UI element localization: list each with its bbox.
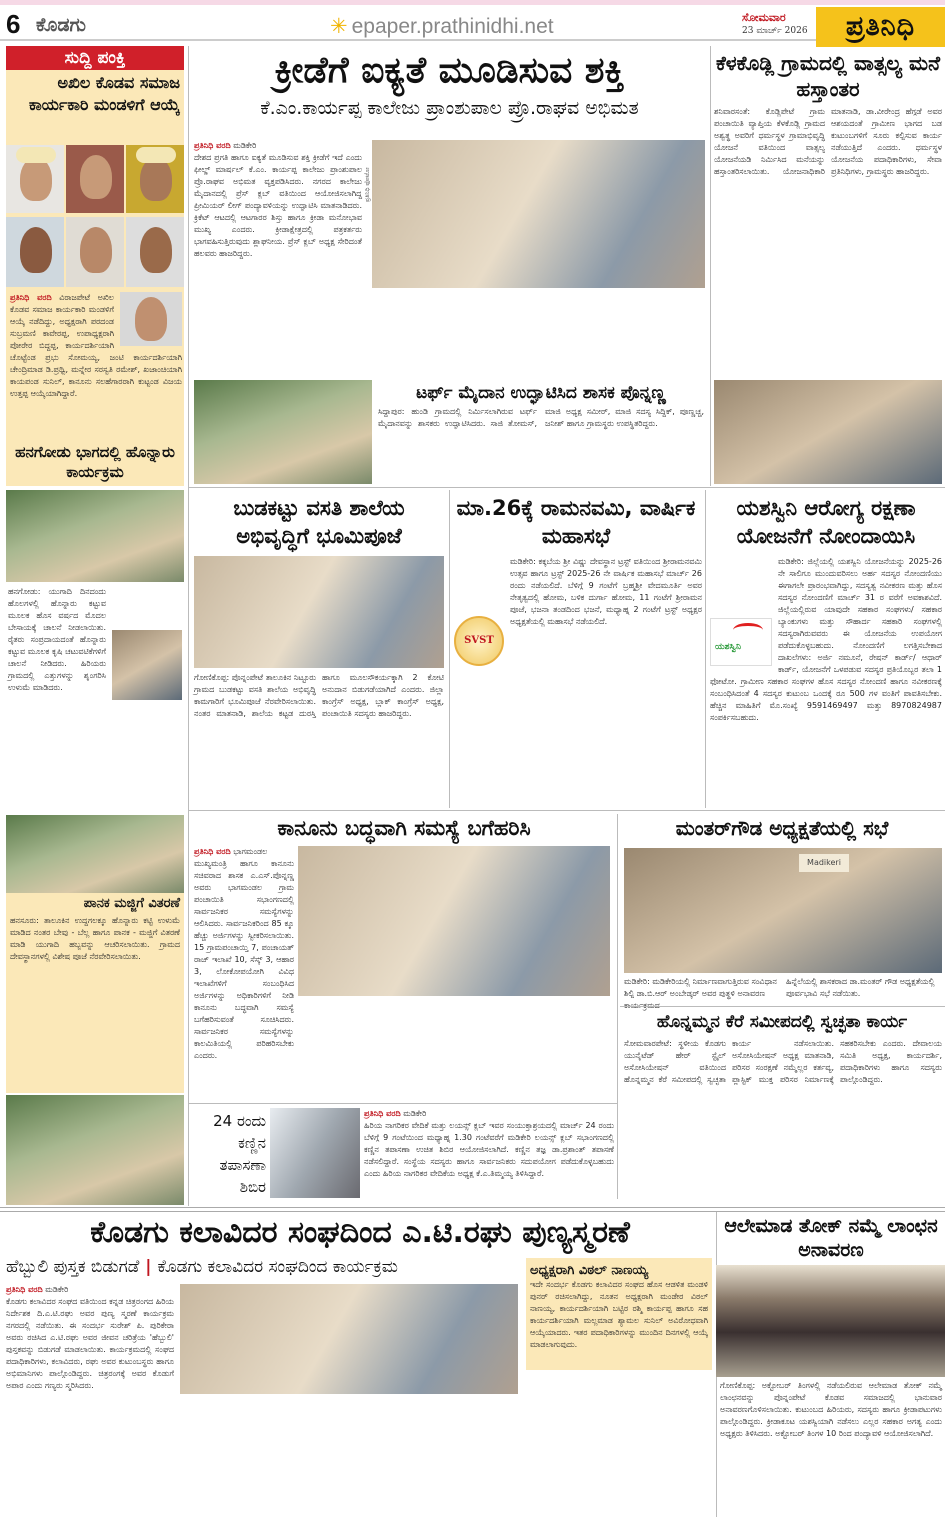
box-title: ಅಧ್ಯಕ್ಷರಾಗಿ ವಿಠಲ್ ನಾಣಯ್ಯ — [530, 1263, 649, 1278]
story-body: ಹನಸೂರು: ತಾಲೂಕಿನ ಉದ್ದಗಲಕ್ಕೂ ಹೊನ್ನಾರು ಕಟ್ಟಿ ಉಳುಮೆ ಮಾಡಿದ ನಂತರ ಬೇವು - ಬೆಲ್ಲ ಹಾಗೂ ಪಾನಕ - ಮಜ್ಜಿಗೆ ವಿತರಣೆ ಮಾಡಿ ಯುಗಾದಿ ಹಬ್ಬವನ್ನು ಆಚರಿಸಲಾಯಿತು. ಗ್ರಾಮದ ದೇವಸ್ಥಾನಗಳಲ್ಲಿ ವಿಶೇಷ ಪೂಜೆ ನೆರವೇರಿಸಲಾಯಿತು. — [10, 916, 180, 961]
day-label: ಸೋಮವಾರ — [742, 11, 786, 24]
news-photo-bhoomipooje — [194, 556, 444, 668]
lead-story-body — [194, 140, 362, 378]
separator: | — [145, 1257, 152, 1277]
row-divider — [620, 1006, 945, 1007]
portrait-photo — [6, 145, 64, 213]
news-photo-eye-exam — [270, 1108, 360, 1198]
byline: ಪ್ರತಿನಿಧಿ ವರದಿ — [364, 1109, 401, 1118]
story-headline: ಆಲೇಮಾಡ ತೋಕ್ ನಮ್ಮೆ ಲಾಂಛನ ಅನಾವರಣ — [724, 1215, 938, 1261]
news-photo-bulls — [6, 1095, 184, 1205]
byline: ಪ್ರತಿನಿಧಿ ವರದಿ — [194, 141, 231, 150]
news-photo-turf — [194, 380, 372, 484]
dateline: ವಿರಾಜಪೇಟೆ — [59, 293, 91, 302]
masthead — [0, 5, 945, 41]
story-subheadline — [6, 1255, 522, 1279]
story-body — [10, 292, 182, 440]
story-body: ಮಡಿಕೇರಿ: ಕಕ್ಕಬೆಯ ಶ್ರೀ ವಿಷ್ಣು ದೇವಸ್ಥಾನ ಟ್ರಸ್ಟ್ ವತಿಯಿಂದ ಶ್ರೀರಾಮನವಮಿ ಉತ್ಸವ ಹಾಗೂ ಟ್ರಸ್ಟ್ 2025-26 ನೇ ವಾರ್ಷಿಕ ಮಹಾಸಭೆ ಮಾರ್ಚ್ 26 ರಂದು ನಡೆಯಲಿದೆ. ಬೆಳಿಗ್ಗೆ 9 ಗಂಟೆಗೆ ಬ್ರಹ್ಮಶ್ರೀ ವೇದಮೂರ್ತಿ ಅವರ ನೇತೃತ್ವದಲ್ಲಿ ಹೋಮ, ಬಳಿಕ ದುರ್ಗಾ ಹೋಮ, 11 ಗಂಟೆಗೆ ಶ್ರೀರಾಮನ ಪೂಜೆ, ಭಜನಾ ತಂಡದಿಂದ ಭಜನೆ, ಮಧ್ಯಾಹ್ನ 2 ಗಂಟೆಗೆ ಟ್ರಸ್ಟ್ ಅಧ್ಯಕ್ಷರ ಅಧ್ಯಕ್ಷತೆಯಲ್ಲಿ ಮಹಾಸಭೆ ನಡೆಯಲಿದೆ. — [510, 557, 702, 626]
body-text: ದೇಶದ ಪ್ರಗತಿ ಹಾಗೂ ಐಕ್ಯತೆ ಮೂಡಿಸುವ ಶಕ್ತಿ ಕ್ರೀಡೆಗೆ ಇದೆ ಎಂದು ಫೀಲ್ಡ್ ಮಾರ್ಷಲ್ ಕೆ.ಎಂ. ಕಾರ್ಯಪ್ಪ ಕಾಲೇಜು ಪ್ರಾಂಶುಪಾಲ ಪ್ರೊ.ರಾಘವ ಅಭಿಮತ ವ್ಯಕ್ತಪಡಿಸಿದರು. ನಗರದ ಕಾಲೇಜು ಮೈದಾನದಲ್ಲಿ ಪ್ರೆಸ್ ಕ್ಲಬ್ ವತಿಯಿಂದ ಆಯೋಜಿಸಲಾಗಿದ್ದ ಪ್ರೀಮಿಯರ್ ಲೀಗ್ ಪಂದ್ಯಾವಳಿಯನ್ನು ಉದ್ಘಾಟಿಸಿ ಮಾತನಾಡಿದರು. ಕ್ರಿಕೆಟ್ ಆಟದಲ್ಲಿ ಆಟಗಾರರ ಶಿಸ್ತು ಹಾಗೂ ಕ್ರೀಡಾ ಮನೋಭಾವ ಮುಖ್ಯ ಎಂದರು. ಕ್ರೀಡಾಕ್ಷೇತ್ರದಲ್ಲಿ ಪತ್ರಕರ್ತರು ಭಾಗವಹಿಸುತ್ತಿರುವುದು ಶ್ಲಾಘನೀಯ. ಪ್ರೆಸ್ ಕ್ಲಬ್ ಅಧ್ಯಕ್ಷ ಸೇರಿದಂತೆ ಹಲವರು ಹಾಜರಿದ್ದರು. — [194, 153, 362, 258]
svst-logo: SVST — [454, 616, 504, 666]
turf-headline: ಟರ್ಫ್ ಮೈದಾನ ಉದ್ಘಾಟಿಸಿದ ಶಾಸಕ ಪೊನ್ನಣ್ಣ — [416, 383, 666, 403]
story-body: ಹನಗೋಡು: ಯುಗಾದಿ ದಿನದಂದು ಹೊಲಗಳಲ್ಲಿ ಹೊನ್ನಾರು ಕಟ್ಟುವ ಮೂಲಕ ಹೊಸ ವರ್ಷದ ಮೊದಲ ಬೇಸಾಯಕ್ಕೆ ಚಾಲನೆ ನೀಡಲಾಯಿತು. ರೈತರು ಸಂಪ್ರದಾಯದಂತೆ ಹೊನ್ನಾರು ಕಟ್ಟುವ ಮೂಲಕ ಕೃಷಿ ಚಟುವಟಿಕೆಗಳಿಗೆ ಚಾಲನೆ ನೀಡಿದರು. ಹಿರಿಯರು ಗ್ರಾಮದಲ್ಲಿ ಎತ್ತುಗಳನ್ನು ಶೃಂಗರಿಸಿ ಉಳುಮೆ ಮಾಡಿದರು. — [8, 587, 106, 692]
column-divider — [188, 46, 189, 1206]
photo-caption: ಹಿನ್ನೆಲೆಯಲ್ಲಿ ಶಾಸಕರಾದ ಡಾ.ಮಂತರ್ ಗೌಡ ಅಧ್ಯಕ್ಷತೆಯಲ್ಲಿ ಪೂರ್ವಭಾವಿ ಸಭೆ ನಡೆಯಿತು. — [786, 977, 935, 998]
logo-text: ಯಶಸ್ವಿನಿ — [715, 642, 741, 652]
portrait-photo — [66, 145, 124, 213]
column-divider — [710, 46, 711, 486]
news-photo-farmer — [112, 630, 182, 700]
story-body-wrap — [454, 556, 702, 806]
story-body: ಗೋಣಿಕೊಪ್ಪ: ಅಕ್ಟೋಬರ್ ತಿಂಗಳಲ್ಲಿ ನಡೆಯಲಿರುವ ಆಲೇಮಾಡ ತೋಕ್ ನಮ್ಮೆ ಲಾಂಛನವನ್ನು ಪೊನ್ನಂಪೇಟೆ ಕೊಡವ ಸಮಾಜದಲ್ಲಿ ಭಾನುವಾರ ಅನಾವರಣಗೊಳಿಸಲಾಯಿತು. ಕುಟುಂಬದ ಹಿರಿಯರು, ಸದಸ್ಯರು ಹಾಗೂ ಕ್ರೀಡಾಪಟುಗಳು ಪಾಲ್ಗೊಂಡಿದ್ದರು. ಕ್ರೀಡಾಕೂಟ ಯಶಸ್ವಿಯಾಗಿ ನಡೆಸಲು ಎಲ್ಲರ ಸಹಕಾರ ಅಗತ್ಯ ಎಂದು ಅಧ್ಯಕ್ಷರು ತಿಳಿಸಿದರು. ಅಕ್ಟೋಬರ್ ತಿಂಗಳ 10 ರಿಂದ ಪಂದ್ಯಾವಳಿ ಆಯೋಜಿಸಲಾಗಿದೆ. — [720, 1381, 942, 1438]
row-divider — [188, 487, 945, 488]
story-body-continued — [180, 1398, 518, 1514]
story-body — [194, 846, 294, 1100]
portrait-photo — [120, 292, 182, 346]
lead-subheadline: ಕೆ.ಎಂ.ಕಾರ್ಯಪ್ಪ ಕಾಲೇಜು ಪ್ರಾಂಶುಪಾಲ ಪ್ರೊ.ರಾಘವ ಅಭಿಮತ — [260, 97, 639, 119]
turf-story-body: ಸಿದ್ದಾಪುರ: ಹುಂಡಿ ಗ್ರಾಮದಲ್ಲಿ ನಿರ್ಮಿಸಲಾಗಿರುವ ಟರ್ಫ್ ಮೈದಾನವನ್ನು ಶಾಸಕರು ಉದ್ಘಾಟಿಸಿದರು. ಸಾಜಿ ತೋಮಸ್, ಮಾಜಿ ಅಧ್ಯಕ್ಷ ಸಮೀರ್, ಮಾಜಿ ಸದಸ್ಯ ಸಿದ್ದಿಕ್, ಪೂಣ್ಣಚ್ಚ, ಜನೀಶ್ ಹಾಗೂ ಗ್ರಾಮಸ್ಥರು ಉಪಸ್ಥಿತರಿದ್ದರು. — [378, 407, 704, 428]
portrait-photo — [66, 217, 124, 287]
column-divider — [449, 490, 450, 808]
story-body-continued — [298, 1000, 610, 1100]
body-text: ಹಿರಿಯ ನಾಗರಿಕರ ವೇದಿಕೆ ಮತ್ತು ಲಯನ್ಸ್ ಕ್ಲಬ್ ಇವರ ಸಂಯುಕ್ತಾಶ್ರಯದಲ್ಲಿ ಮಾರ್ಚ್ 24 ರಂದು ಬೆಳಿಗ್ಗೆ 9 ಗಂಟೆಯಿಂದ ಮಧ್ಯಾಹ್ನ 1.30 ಗಂಟೆವರೆಗೆ ಮಡಿಕೇರಿ ಲಯನ್ಸ್ ಕ್ಲಬ್ ಸಭಾಂಗಣದಲ್ಲಿ ಕಣ್ಣಿನ ತಪಾಸಣಾ ಉಚಿತ ಶಿಬಿರ ಆಯೋಜಿಸಲಾಗಿದೆ. ಕಣ್ಣಿನ ತಜ್ಞ ಡಾ.ಪ್ರಶಾಂತ್ ತಪಾಸಣೆ ನಡೆಸಲಿದ್ದಾರೆ. ಸಂಸ್ಥೆಯ ಸದಸ್ಯರು ಹಾಗೂ ಸಾರ್ವಜನಿಕರು ಸದುಪಯೋಗ ಪಡೆದುಕೊಳ್ಳಬಹುದು ಎಂದು ಹಿರಿಯ ನಾಗರಿಕರ ವೇದಿಕೆಯ ಅಧ್ಯಕ್ಷ ಕೆ.ಎ.ತಿಮ್ಮಯ್ಯ ತಿಳಿಸಿದ್ದಾರೆ. — [364, 1121, 614, 1178]
banner-text: Madikeri — [799, 854, 849, 872]
story-body: ಮಡಿಕೇರಿ: ಜಿಲ್ಲೆಯಲ್ಲಿ ಯಶಸ್ವಿನಿ ಯೋಜನೆಯನ್ನು 2025-26 ನೇ ಸಾಲಿಗೂ ಮುಂದುವರಿಸಲು ಅರ್ಹ ಸದಸ್ಯರ ನೋಂದಣಿಯು ಈಗಾಗಲೇ ಪ್ರಾರಂಭವಾಗಿದ್ದು, ಸದಸ್ಯತ್ವ ನವೀಕರಣ ಮತ್ತು ಹೊಸ ಸದಸ್ಯರ ನೋಂದಣಿಗೆ ಮಾರ್ಚ್ 31 ರ ವರೆಗೆ ಅವಕಾಶವಿದೆ. ಜಿಲ್ಲೆಯಲ್ಲಿರುವ ಯಾವುದೇ ಸಹಕಾರ ಸಂಘಗಳು/ ಸಹಕಾರ ಬ್ಯಾಂಕುಗಳು ಮತ್ತು ಸೌಹಾರ್ದ ಸಹಕಾರಿ ಸಂಘಗಳಲ್ಲಿ ಸದಸ್ಯರಾಗಿರುವವರು ಈ ಯೋಜನೆಯ ಉಪಯೋಗ ಪಡೆದುಕೊಳ್ಳಬಹುದು. ನೋಂದಣಿಗೆ ಲಗತ್ತಿಸಬೇಕಾದ ದಾಖಲೆಗಳು: ಅರ್ಜಿ ನಮೂನೆ, ರೇಷನ್ ಕಾರ್ಡ್/ ಆಧಾರ್ ಕಾರ್ಡ್, ಯೋಜನೆಗೆ ಒಳಪಡುವ ಸದಸ್ಯರ ಪ್ರತಿಯೊಬ್ಬರ ತಲಾ 1 ಫೋಟೋ. ಗ್ರಾಮೀಣ ಸಹಕಾರ ಸಂಘಗಳ ಹೊಸ ಸದಸ್ಯರ ನೋಂದಣಿ ಹಾಗೂ ನವೀಕರಣಕ್ಕೆ ಸಂಬಂಧಿಸಿದಂತೆ 4 ಸದಸ್ಯರ ಕುಟುಂಬ ಒಂದಕ್ಕೆ ರೂ 500 ಗಳ ವಂತಿಗೆ ಪಾವತಿಸಬೇಕು. ಹೆಚ್ಚಿನ ಮಾಹಿತಿಗೆ ಮೊ.ಸಂಖ್ಯೆ 9591469497 ಮತ್ತು 8970824987 ಸಂಪರ್ಕಿಸಬಹುದು. — [710, 557, 942, 722]
story-headline: ಹೊನ್ನಮ್ಮನ ಕೆರೆ ಸಮೀಪದಲ್ಲಿ ಸ್ವಚ್ಛತಾ ಕಾರ್ಯ — [656, 1012, 908, 1032]
date-label: 23 ಮಾರ್ಚ್ 2026 — [742, 26, 808, 36]
column-divider — [617, 814, 618, 1199]
story-headline: ಕಾನೂನು ಬದ್ಧವಾಗಿ ಸಮಸ್ಯೆ ಬಗೆಹರಿಸಿ — [277, 816, 531, 840]
lead-photo-inauguration — [372, 140, 705, 288]
news-photo-meeting — [298, 846, 610, 996]
news-photo-group — [180, 1284, 518, 1394]
story-headline: ಬುಡಕಟ್ಟು ವಸತಿ ಶಾಲೆಯ ಅಭಿವೃದ್ಧಿಗೆ ಭೂಮಿಪೂಜೆ — [233, 496, 405, 548]
lead-headline: ಕ್ರೀಡೆಗೆ ಐಕ್ಯತೆ ಮೂಡಿಸುವ ಶಕ್ತಿ — [274, 50, 625, 91]
yashasvini-logo — [710, 618, 772, 666]
body-text: ಕೊಡಗು ಕಲಾವಿದರ ಸಂಘದ ವತಿಯಿಂದ ಕನ್ನಡ ಚಿತ್ರರಂಗದ ಹಿರಿಯ ನಿರ್ದೇಶಕ ದಿ.ಎ.ಟಿ.ರಘು ಅವರ ಪುಣ್ಯ ಸ್ಮರಣೆ ಕಾರ್ಯಕ್ರಮ ನಗರದಲ್ಲಿ ನಡೆಯಿತು. ಈ ಸಂದರ್ಭ ಸುರೇಶ್ ಪಿ. ಪುರಿಕೇರಾ ಅವರು ರಚಿಸಿದ ಎ.ಟಿ.ರಘು ಅವರ ಜೀವನ ಚರಿತ್ರೆಯ 'ಹೆಬ್ಬುಲಿ' ಪುಸ್ತಕವನ್ನು ಬಿಡುಗಡೆ ಮಾಡಲಾಯಿತು. ಕಾರ್ಯಕ್ರಮದಲ್ಲಿ ಸಂಘದ ಪದಾಧಿಕಾರಿಗಳು, ಕಲಾವಿದರು, ರಘು ಅವರ ಕುಟುಂಬಸ್ಥರು ಹಾಗೂ ಅಭಿಮಾನಿಗಳು ಪಾಲ್ಗೊಂಡಿದ್ದರು. ಚಿತ್ರರಂಗಕ್ಕೆ ಅವರ ಕೊಡುಗೆ ಅಪಾರ ಎಂದು ಗಣ್ಯರು ಸ್ಮರಿಸಿದರು. — [6, 1297, 174, 1390]
photo-caption: ಮಡಿಕೇರಿ: ಮಡಿಕೇರಿಯಲ್ಲಿ ನಿರ್ಮಾಣವಾಗುತ್ತಿರುವ ಸಂವಿಧಾನ ಶಿಲ್ಪಿ ಡಾ.ಬಿ.ಆರ್ ಅಂಬೇಡ್ಕರ್ ಅವರ ಪುತ್ಥಳಿ ಅನಾವರಣ — [624, 977, 777, 998]
story-body-wrap — [8, 586, 182, 811]
story-body: ಶನಿವಾರಸಂತೆ: ಕೊಡ್ಲಿಪೇಟೆ ಗ್ರಾಮ ಪಂಚಾಯಿತಿ ವ್ಯಾಪ್ತಿಯ ಕೆಳಕೊಡ್ಲಿ ಗ್ರಾಮದ ಅಶ್ವತ್ಥ ಅವರಿಗೆ ಧರ್ಮಸ್ಥಳ ಗ್ರಾಮಾಭಿವೃದ್ಧಿ ಯೋಜನೆ ವತಿಯಿಂದ ವಾತ್ಸಲ್ಯ ಯೋಜನೆಯಡಿ ನಿರ್ಮಿಸಿದ ಮನೆಯನ್ನು ಹಸ್ತಾಂತರಿಸಲಾಯಿತು. ಯೋಜನಾಧಿಕಾರಿ ಮಾತನಾಡಿ, ಡಾ.ವೀರೇಂದ್ರ ಹೆಗ್ಗಡೆ ಅವರ ಆಶಯದಂತೆ ಗ್ರಾಮೀಣ ಭಾಗದ ಬಡ ಕುಟುಂಬಗಳಿಗೆ ಸೂರು ಕಲ್ಪಿಸುವ ಕಾರ್ಯ ನಡೆಯುತ್ತಿದೆ ಎಂದರು. ಧರ್ಮಸ್ಥಳ ಯೋಜನೆಯ ಪದಾಧಿಕಾರಿಗಳು, ಸೇವಾ ಪ್ರತಿನಿಧಿಗಳು, ಗ್ರಾಮಸ್ಥರು ಹಾಜರಿದ್ದರು. — [714, 107, 942, 176]
portrait-grid — [6, 145, 184, 289]
section-divider — [0, 1207, 945, 1212]
story-body-wrap — [710, 556, 942, 806]
story-body-continued — [526, 1374, 712, 1514]
website-text: epaper.prathinidhi.net — [351, 15, 554, 38]
news-photo-cattle — [6, 815, 184, 893]
story-headline: ಮಂತರ್‌ಗೌಡ ಅಧ್ಯಕ್ಷತೆಯಲ್ಲಿ ಸಭೆ — [675, 816, 889, 840]
story-body — [364, 1108, 614, 1203]
eye-camp-title: 24 ರಂದು ಕಣ್ಣಿನ ತಪಾಸಣಾ ಶಿಬಿರ — [213, 1112, 266, 1196]
news-photo-meeting-hall — [624, 848, 942, 973]
section-name: ಕೊಡಗು — [36, 14, 86, 36]
portrait-photo — [6, 217, 64, 287]
story-body: ಸೋಮವಾರಪೇಟೆ: ಸ್ಥಳೀಯ ಕೊಡಗು ಯುನೈಟೆಡ್ ಹೇರ್ ಸ್ಟೈಲ್ ಅಸೋಸಿಯೇಷನ್ ವತಿಯಿಂದ ಹೊನ್ನಮ್ಮನ ಕೆರೆ ಸಮೀಪದಲ್ಲಿ ಸ್ವಚ್ಛತಾ ಕಾರ್ಯ ನಡೆಸಲಾಯಿತು. ಅಸೋಸಿಯೇಷನ್ ಅಧ್ಯಕ್ಷ ಮಾತನಾಡಿ, ಪರಿಸರ ಸಂರಕ್ಷಣೆ ನಮ್ಮೆಲ್ಲರ ಕರ್ತವ್ಯ, ಪ್ಲಾಸ್ಟಿಕ್ ಮುಕ್ತ ಪರಿಸರ ನಿರ್ಮಾಣಕ್ಕೆ ಸಹಕರಿಸಬೇಕು ಎಂದರು. ದೇವಾಲಯ ಸಮಿತಿ ಅಧ್ಯಕ್ಷ, ಕಾರ್ಯದರ್ಶಿ, ಪದಾಧಿಕಾರಿಗಳು ಹಾಗೂ ಸದಸ್ಯರು ಪಾಲ್ಗೊಂಡಿದ್ದರು. — [624, 1039, 942, 1084]
dateline: ಮಡಿಕೇರಿ — [403, 1109, 427, 1118]
body-text: ಅಖಿಲ ಕೊಡವ ಸಮಾಜ ಕಾರ್ಯಕಾರಿ ಮಂಡಳಿಗೆ ಆಯ್ಕೆ ನಡೆದಿದ್ದು, ಅಧ್ಯಕ್ಷರಾಗಿ ಪರದಂಡ ಸುಬ್ರಮಣಿ ಕಾವೇರಪ್ಪ, ಉಪಾಧ್ಯಕ್ಷರಾಗಿ ಪೋರೇರ ಬಿದ್ದಪ್ಪ, ಕಾರ್ಯದರ್ಶಿಯಾಗಿ ಚೊಟ್ಟೆಂಡ ಪ್ರಭು ಸೋಮಯ್ಯ, ಜಂಟಿ ಕಾರ್ಯದರ್ಶಿಯಾಗಿ ಚೇಂದ್ರಿಮಾಡ ಡಿ.ಪ್ರಥ್ವಿ, ಮನ್ನೇರ ಸರಸ್ವತಿ ರಮೇಶ್, ಖಜಾಂಚಿಯಾಗಿ ಕಾಯಪಂಡ ಸುನಿಲ್, ಕಾನೂನು ಸಲಹೆಗಾರರಾಗಿ ಕುಟ್ಟಂಡ ವಿಜಯ ಉತ್ತಪ್ಪ ಆಯ್ಕೆಯಾಗಿದ್ದಾರೆ. — [10, 293, 182, 398]
story-headline: ಹನಗೋಡು ಭಾಗದಲ್ಲಿ ಹೊನ್ನಾರು ಕಾರ್ಯಕ್ರಮ — [15, 443, 175, 481]
row-divider — [188, 1103, 618, 1104]
story-headline: ಕೆಳಕೊಡ್ಲಿ ಗ್ರಾಮದಲ್ಲಿ ವಾತ್ಸಲ್ಯ ಮನೆ ಹಸ್ತಾಂತರ — [716, 51, 940, 101]
box-body: ಇದೇ ಸಂದರ್ಭ ಕೊಡಗು ಕಲಾವಿದರ ಸಂಘದ ಹೊಸ ಆಡಳಿತ ಮಂಡಳಿ ಪುನರ್ ರಚಿಸಲಾಗಿದ್ದು, ನೂತನ ಅಧ್ಯಕ್ಷರಾಗಿ ಮಂಡೇರ ವಿಠಲ್ ನಾಣಯ್ಯ, ಕಾರ್ಯದರ್ಶಿಯಾಗಿ ಬಟ್ಟಿರ ರಶ್ಮಿ ಕಾರ್ಯಪ್ಪ ಹಾಗೂ ಸಹ ಕಾರ್ಯದರ್ಶಿಯಾಗಿ ಮಲ್ಲಮಾಡ ಶ್ಯಾಮಲ ಸುನಿಲ್ ಅವಿರೋಧವಾಗಿ ಆಯ್ಕೆಯಾದರು. ಇತರ ಪದಾಧಿಕಾರಿಗಳನ್ನು ಮುಂದಿನ ದಿನಗಳಲ್ಲಿ ಆಯ್ಕೆ ಮಾಡಲಾಗುವುದು. — [530, 1280, 708, 1349]
subheadline-part: ಹೆಬ್ಬುಲಿ ಪುಸ್ತಕ ಬಿಡುಗಡೆ — [6, 1257, 140, 1277]
body-text: ಮುಖ್ಯಮಂತ್ರಿ ಹಾಗೂ ಕಾನೂನು ಸಚಿವರಾದ ಶಾಸಕ ಎ.ಎಸ್.ಪೊನ್ನಣ್ಣ ಅವರು ಭಾಗಮಂಡಲ ಗ್ರಾಮ ಪಂಚಾಯಿತಿ ಸಭಾಂಗಣದಲ್ಲಿ ಸಾರ್ವಜನಿಕರ ಸಮಸ್ಯೆಗಳನ್ನು ಆಲಿಸಿದರು. ಸಾರ್ವಜನಿಕರಿಂದ 85 ಕ್ಕೂ ಹೆಚ್ಚು ಅರ್ಜಿಗಳನ್ನು ಸ್ವೀಕರಿಸಲಾಯಿತು. 15 ಗ್ರಾಮಪಂಚಾಯ್ತಿ 7, ಪಂಚಾಯತ್ ರಾಜ್ ಇಲಾಖೆ 10, ಸೆಸ್ಕ್ 3, ಆಹಾರ 3, ಲೋಕೋಪಯೋಗಿ ವಿವಿಧ ಇಲಾಖೆಗಳಿಗೆ ಸಂಬಂಧಿಸಿದ ಅರ್ಜಿಗಳನ್ನು ಅಧಿಕಾರಿಗಳಿಗೆ ನೀಡಿ ಕಾನೂನು ಬದ್ಧವಾಗಿ ಸಮಸ್ಯೆ ಬಗೆಹರಿಸುವಂತೆ ಸೂಚಿಸಿದರು. ಸಾರ್ವಜನಿಕರ ಸಮಸ್ಯೆಗಳನ್ನು ಕಾಲಮಿತಿಯಲ್ಲಿ ಪರಿಹರಿಸಬೇಕು ಎಂದರು. — [194, 859, 294, 1060]
byline: ಪ್ರತಿನಿಧಿ ವರದಿ — [6, 1285, 43, 1294]
dateline: ಮಡಿಕೇರಿ — [233, 141, 257, 150]
story-body — [6, 1284, 174, 1514]
section-label-suddi-panki: ಸುದ್ದಿ ಪಂಕ್ತಿ — [6, 46, 184, 70]
news-photo-house-handover — [714, 380, 942, 484]
news-photo-plowing — [6, 490, 184, 582]
story-body: ಗೋಣಿಕೊಪ್ಪ: ಪೊನ್ನಂಪೇಟೆ ತಾಲೂಕಿನ ನಿಟ್ಟೂರು ಗ್ರಾಮದ ಬುಡಕಟ್ಟು ವಸತಿ ಶಾಲೆಯ ಅಭಿವೃದ್ಧಿ ಕಾಮಗಾರಿಗೆ ಭೂಮಿಪೂಜೆ ನೆರವೇರಿಸಲಾಯಿತು. ನಂತರ ಮಾತನಾಡಿ, ಶಾಲೆಯ ಕಟ್ಟಡ ದುರಸ್ತಿ ಹಾಗೂ ಮೂಲಸೌಕರ್ಯಕ್ಕಾಗಿ 2 ಕೋಟಿ ಅನುದಾನ ಬಿಡುಗಡೆಯಾಗಿದೆ ಎಂದರು. ಜಿಲ್ಲಾ ಕಾಂಗ್ರೆಸ್ ಅಧ್ಯಕ್ಷ, ಬ್ಲಾಕ್ ಕಾಂಗ್ರೆಸ್ ಅಧ್ಯಕ್ಷ, ಪಂಚಾಯಿತಿ ಸದಸ್ಯರು ಹಾಜರಿದ್ದರು. — [194, 673, 444, 718]
portrait-photo — [126, 145, 184, 213]
story-headline: ಕೊಡಗು ಕಲಾವಿದರ ಸಂಘದಿಂದ ಎ.ಟಿ.ರಘು ಪುಣ್ಯಸ್ಮರಣೆ — [90, 1215, 630, 1250]
byline: ಪ್ರತಿನಿಧಿ ವರದಿ — [194, 847, 231, 856]
story-headline: ಮಾ.26ಕ್ಕೆ ರಾಮನವಮಿ, ವಾರ್ಷಿಕ ಮಹಾಸಭೆ — [456, 496, 696, 548]
info-box — [526, 1258, 712, 1370]
subheadline-part: ಕೊಡಗು ಕಲಾವಿದರ ಸಂಘದಿಂದ ಕಾರ್ಯಕ್ರಮ — [157, 1257, 398, 1277]
news-photo-logo-launch — [716, 1265, 945, 1377]
row-divider — [188, 810, 945, 811]
story-headline: ಯಶಸ್ವಿನಿ ಆರೋಗ್ಯ ರಕ್ಷಣಾ ಯೋಜನೆಗೆ ನೋಂದಾಯಿಸಿ — [736, 496, 916, 548]
newspaper-logo: ಪ್ರತಿನಿಧಿ — [816, 7, 945, 47]
dateline: ಭಾಗಮಂಡಲ — [233, 847, 268, 856]
column-divider — [705, 490, 706, 808]
lead-story-body-continued — [372, 292, 705, 378]
page-number: 6 — [6, 9, 21, 39]
photo-credit: ಪ್ರತಿನಿಧಿ ಫೋಟೋ — [364, 167, 371, 202]
website-link[interactable] — [330, 14, 554, 39]
dateline: ಮಡಿಕೇರಿ — [45, 1285, 69, 1294]
portrait-photo — [126, 217, 184, 287]
byline: ಪ್ರತಿನಿಧಿ ವರದಿ — [10, 293, 52, 302]
story-headline: ಪಾನಕ ಮಜ್ಜಿಗೆ ವಿತರಣೆ — [83, 896, 180, 911]
story-headline: ಅಖಿಲ ಕೊಡವ ಸಮಾಜ ಕಾರ್ಯಕಾರಿ ಮಂಡಳಿಗೆ ಆಯ್ಕೆ — [28, 73, 180, 114]
sparkle-icon: ✳ — [330, 15, 348, 38]
sunrise-icon — [733, 623, 763, 637]
